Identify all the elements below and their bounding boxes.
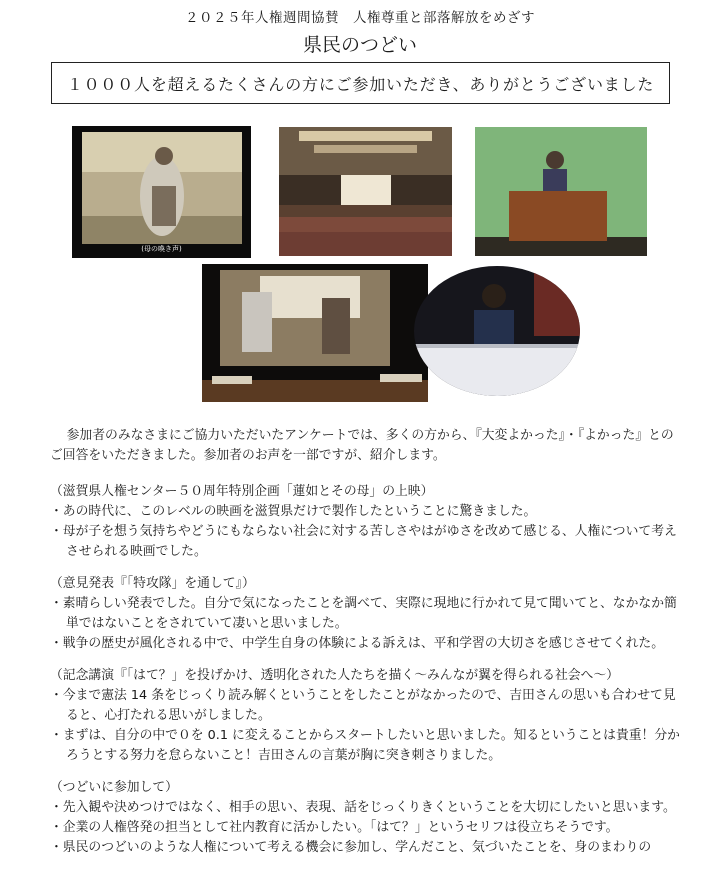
comment-item: ・先入観や決めつけではなく、相手の思い、表現、話をじっくりきくということを大切にしたいと思います。	[50, 800, 676, 815]
thanks-banner: １０００人を超えるたくさんの方にご参加いただき、ありがとうございました	[51, 62, 670, 104]
comment-item: ・今まで憲法 14 条をじっくり読み解くということをしたことがなかったので、吉田さんの思いも合わせて見ると、心打たれる思いがしました。	[50, 688, 676, 723]
section-heading: （滋賀県人権センター５０周年特別企画「蓮如とその母」の上映）	[50, 484, 434, 499]
survey-body	[50, 426, 680, 870]
speaker-podium-photo	[475, 127, 647, 256]
comment-item: ・戦争の歴史が風化される中で、中学生自身の体験による訴えは、平和学習の大切さを感じさせてくれた。	[50, 636, 664, 651]
page-title: 県民のつどい	[302, 34, 417, 56]
section-film	[50, 482, 680, 562]
comment-item: ・母が子を想う気持ちやどうにもならない社会に対する苦しさやはがゆさを改めて感じる、人権について考えさせられる映画でした。	[50, 524, 677, 559]
comment-item: ・県民のつどいのような人権について考える機会に参加し、学んだこと、気づいたことを、身のまわりの	[50, 840, 652, 855]
intro-paragraph: 参加者のみなさまにご協力いただいたアンケートでは、多くの方から、『大変よかった』・『よかった』とのご回答をいただきました。参加者のお声を一部ですが、紹介します。	[50, 428, 674, 463]
film-screening-photo	[72, 126, 251, 258]
section-heading: （意見発表『「特攻隊」を通して』）	[50, 576, 255, 591]
header-subtitle: ２０２５年人権週間協賛 人権尊重と部落解放をめざす	[185, 10, 535, 26]
comment-item: ・まずは、自分の中で０を 0.1 に変えることからスタートしたいと思いました。知るということは貴重！分かろうとする努力を怠らないこと！吉田さんの言葉が胸に突き刺さりました。	[50, 728, 680, 763]
comment-item: ・素晴らしい発表でした。自分で気になったことを調べて、実際に現地に行かれて見て聞いてと、なかなか簡単ではないことをされていて凄いと思いました。	[50, 596, 677, 631]
comment-item: ・あの時代に、このレベルの映画を滋賀県だけで製作したということに驚きました。	[50, 504, 537, 519]
section-heading: （記念講演『「はて？」を投げかけ、透明化された人たちを描く～みんなが翼を得られる社会へ～）	[50, 668, 619, 683]
section-heading: （つどいに参加して）	[50, 780, 178, 795]
section-presentation	[50, 574, 680, 654]
section-lecture	[50, 666, 680, 766]
lecture-stage-photo	[202, 264, 428, 402]
film-caption: (母の喚き声)	[141, 245, 182, 253]
comment-item: ・企業の人権啓発の担当として社内教育に活かしたい。「はて？」というセリフは役立ちそうです。	[50, 820, 619, 835]
lecturer-portrait-photo	[414, 266, 580, 396]
section-participation	[50, 778, 680, 858]
hall-audience-photo	[279, 127, 452, 256]
